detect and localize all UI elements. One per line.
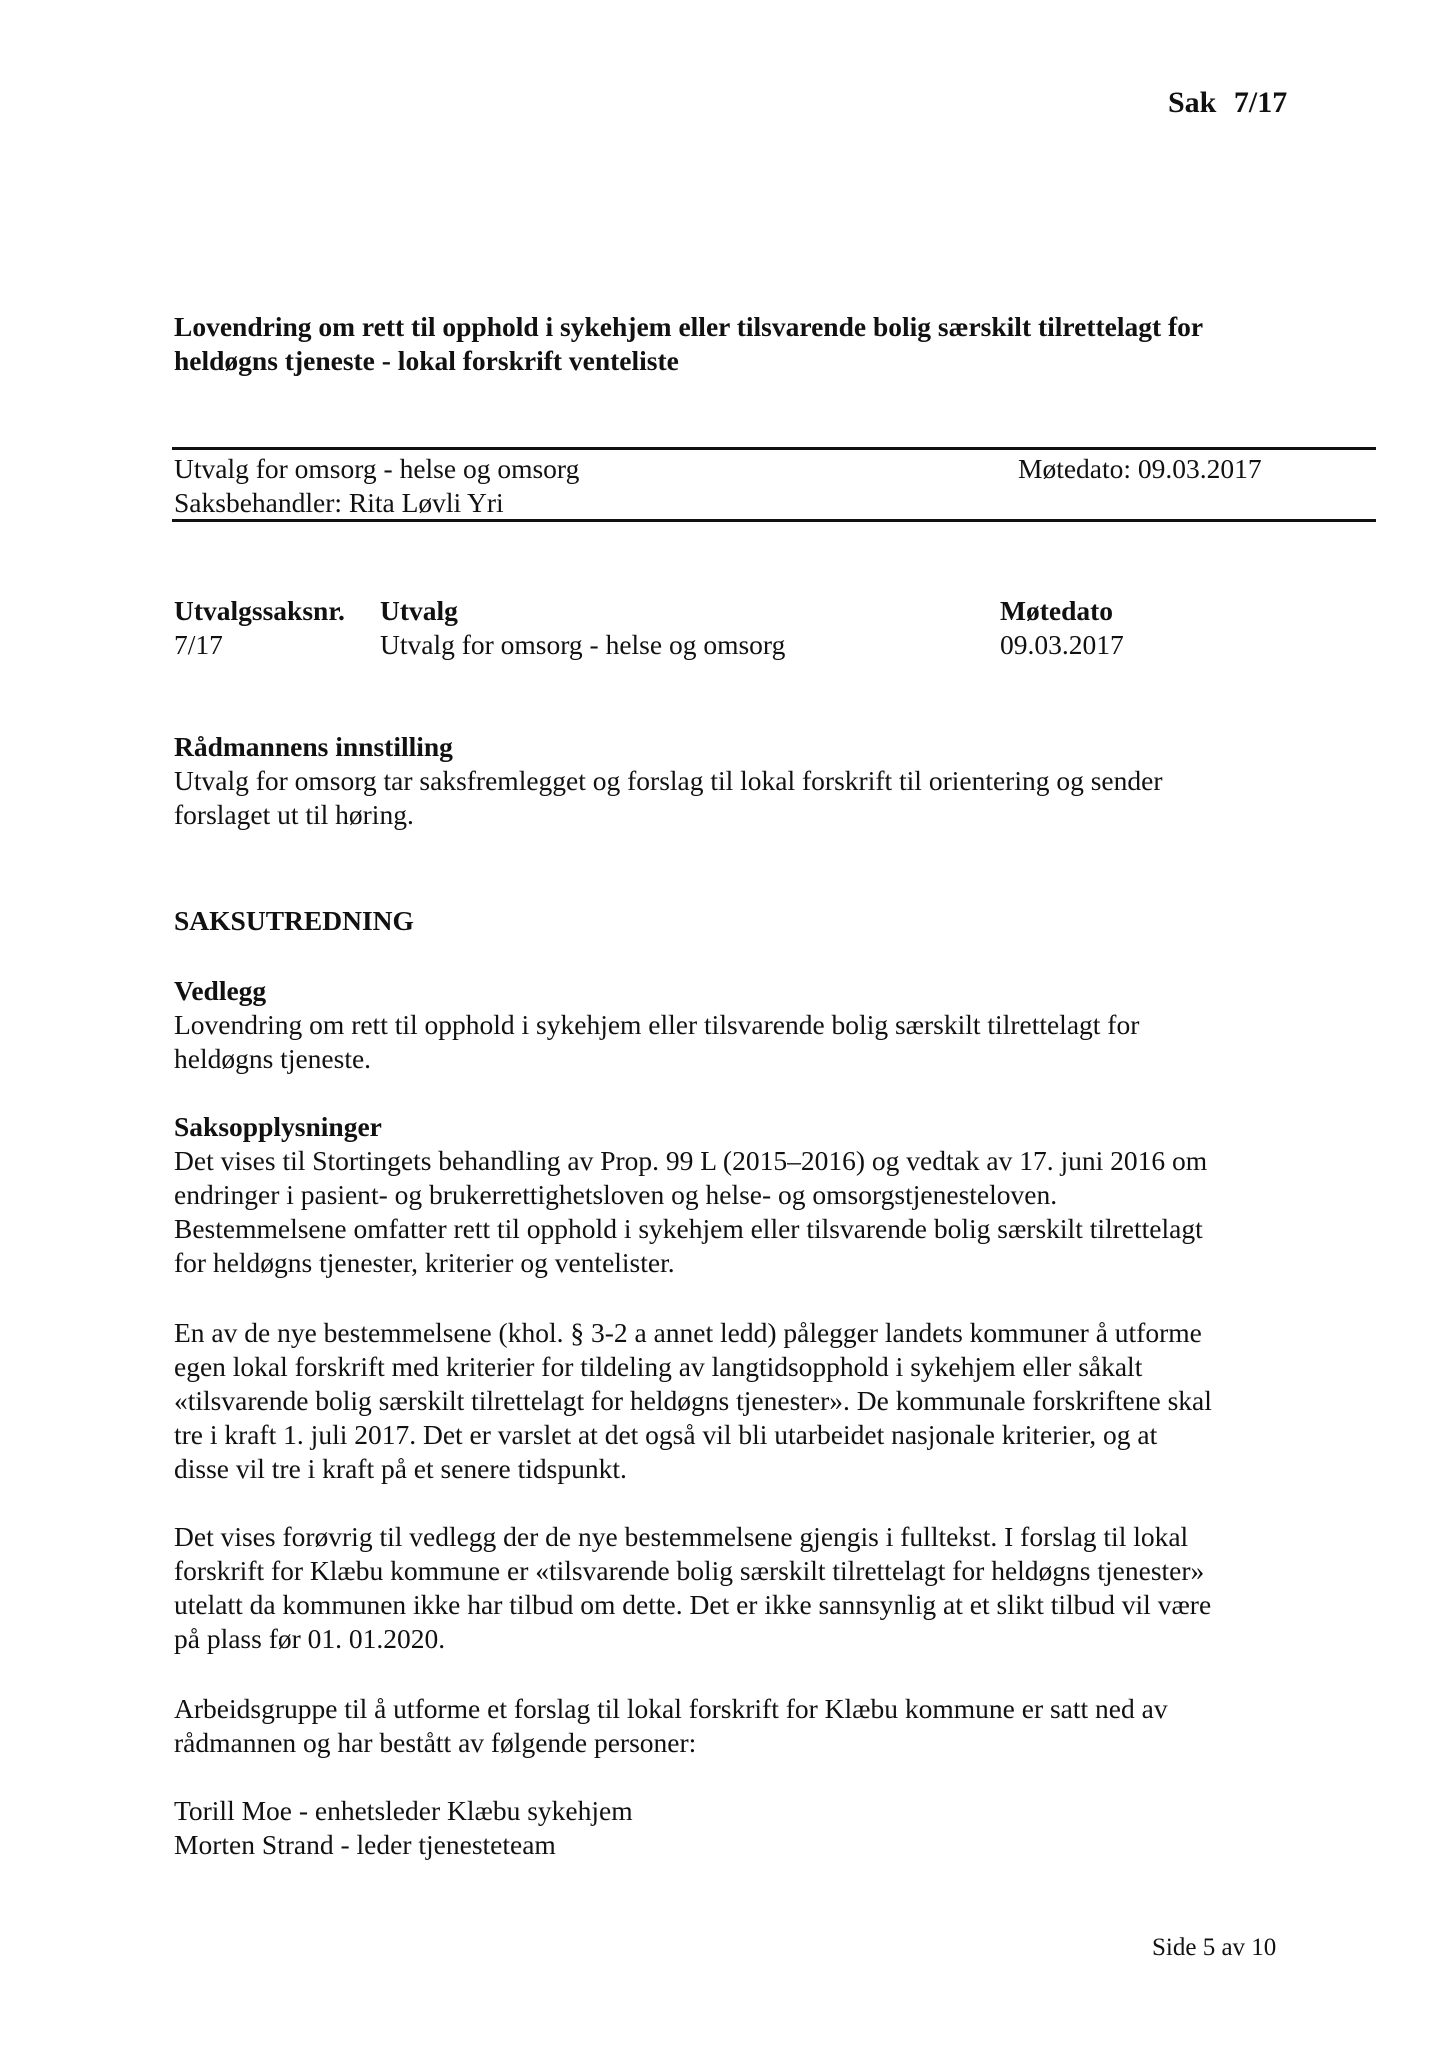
paragraph-line: endringer i pasient- og brukerrettighetsloven og helse- og omsorgstjenesteloven. bbox=[174, 1179, 1058, 1210]
paragraph-line: disse vil tre i kraft på et senere tidspunkt. bbox=[174, 1453, 627, 1484]
meta-meeting-date: Møtedato: 09.03.2017 bbox=[1018, 453, 1262, 484]
table-header-case-number: Utvalgssaksnr. bbox=[174, 595, 345, 626]
section-recommendation bbox=[174, 730, 1162, 832]
case-label: Sak bbox=[1168, 86, 1217, 119]
meta-case-handler: Saksbehandler: Rita Løvli Yri bbox=[174, 487, 504, 518]
paragraph-line: Lovendring om rett til opphold i sykehjem eller tilsvarende bolig særskilt tilrettelagt for bbox=[174, 1009, 1140, 1040]
section-heading: Vedlegg bbox=[174, 975, 267, 1006]
paragraph-line: rådmannen og har bestått av følgende personer: bbox=[174, 1727, 697, 1758]
page-number: Side 5 av 10 bbox=[1152, 1934, 1277, 1961]
paragraph-line: Det vises til Stortingets behandling av Prop. 99 L (2015–2016) og vedtak av 17. juni 2016 om bbox=[174, 1145, 1208, 1176]
paragraph-line: forskrift for Klæbu kommune er «tilsvarende bolig særskilt tilrettelagt for heldøgns tjenester» bbox=[174, 1555, 1205, 1586]
case-number: 7/17 bbox=[1233, 86, 1288, 119]
paragraph-line: Utvalg for omsorg tar saksfremlegget og forslag til lokal forskrift til orientering og sender bbox=[174, 765, 1163, 796]
table-header-committee: Utvalg bbox=[380, 595, 458, 626]
section-heading: SAKSUTREDNING bbox=[174, 905, 414, 936]
paragraph-line: tre i kraft 1. juli 2017. Det er varslet at det også vil bli utarbeidet nasjonale kriterier, og at bbox=[174, 1419, 1158, 1450]
section-saksutredning bbox=[174, 904, 414, 938]
paragraph-line: «tilsvarende bolig særskilt tilrettelagt for heldøgns tjenester». De kommunale forskriftene skal bbox=[174, 1385, 1212, 1416]
paragraph-local-regulation bbox=[174, 1520, 1211, 1656]
document-title bbox=[174, 310, 1203, 378]
paragraph-line: Bestemmelsene omfatter rett til opphold i sykehjem eller tilsvarende bolig særskilt tilrettelagt bbox=[174, 1213, 1203, 1244]
paragraph-line: Det vises forøvrig til vedlegg der de nye bestemmelsene gjengis i fulltekst. I forslag til lokal bbox=[174, 1521, 1189, 1552]
title-line: Lovendring om rett til opphold i sykehjem eller tilsvarende bolig særskilt tilrettelagt for bbox=[174, 311, 1204, 342]
paragraph-working-group bbox=[174, 1692, 1168, 1760]
section-heading: Saksopplysninger bbox=[174, 1111, 382, 1142]
paragraph-line: Arbeidsgruppe til å utforme et forslag til lokal forskrift for Klæbu kommune er satt ned av bbox=[174, 1693, 1168, 1724]
table-header-meeting-date: Møtedato bbox=[1000, 595, 1114, 626]
paragraph-line: heldøgns tjeneste. bbox=[174, 1043, 372, 1074]
horizontal-rule-top bbox=[172, 447, 1376, 450]
paragraph-line: utelatt da kommunen ikke har tilbud om dette. Det er ikke sannsynlig at et slikt tilbud vil være bbox=[174, 1589, 1212, 1620]
section-case-info bbox=[174, 1110, 1207, 1280]
paragraph-regulations bbox=[174, 1316, 1212, 1486]
table-cell-case-number: 7/17 bbox=[174, 629, 223, 660]
table-cell-committee: Utvalg for omsorg - helse og omsorg bbox=[380, 629, 786, 660]
paragraph-line: forslaget ut til høring. bbox=[174, 799, 414, 830]
meta-committee: Utvalg for omsorg - helse og omsorg bbox=[174, 453, 580, 484]
title-line: heldøgns tjeneste - lokal forskrift venteliste bbox=[174, 345, 679, 376]
list-item: Torill Moe - enhetsleder Klæbu sykehjem bbox=[174, 1795, 633, 1826]
paragraph-line: En av de nye bestemmelsene (khol. § 3-2 a annet ledd) pålegger landets kommuner å utforme bbox=[174, 1317, 1202, 1348]
paragraph-line: egen lokal forskrift med kriterier for tildeling av langtidsopphold i sykehjem eller såkalt bbox=[174, 1351, 1143, 1382]
section-attachments bbox=[174, 974, 1139, 1076]
paragraph-line: for heldøgns tjenester, kriterier og ventelister. bbox=[174, 1247, 675, 1278]
member-list bbox=[174, 1794, 633, 1862]
table-cell-meeting-date: 09.03.2017 bbox=[1000, 629, 1124, 660]
case-number-header bbox=[1168, 86, 1287, 120]
paragraph-line: på plass før 01. 01.2020. bbox=[174, 1623, 446, 1654]
horizontal-rule-bottom bbox=[172, 519, 1376, 522]
section-heading: Rådmannens innstilling bbox=[174, 731, 453, 762]
list-item: Morten Strand - leder tjenesteteam bbox=[174, 1829, 556, 1860]
